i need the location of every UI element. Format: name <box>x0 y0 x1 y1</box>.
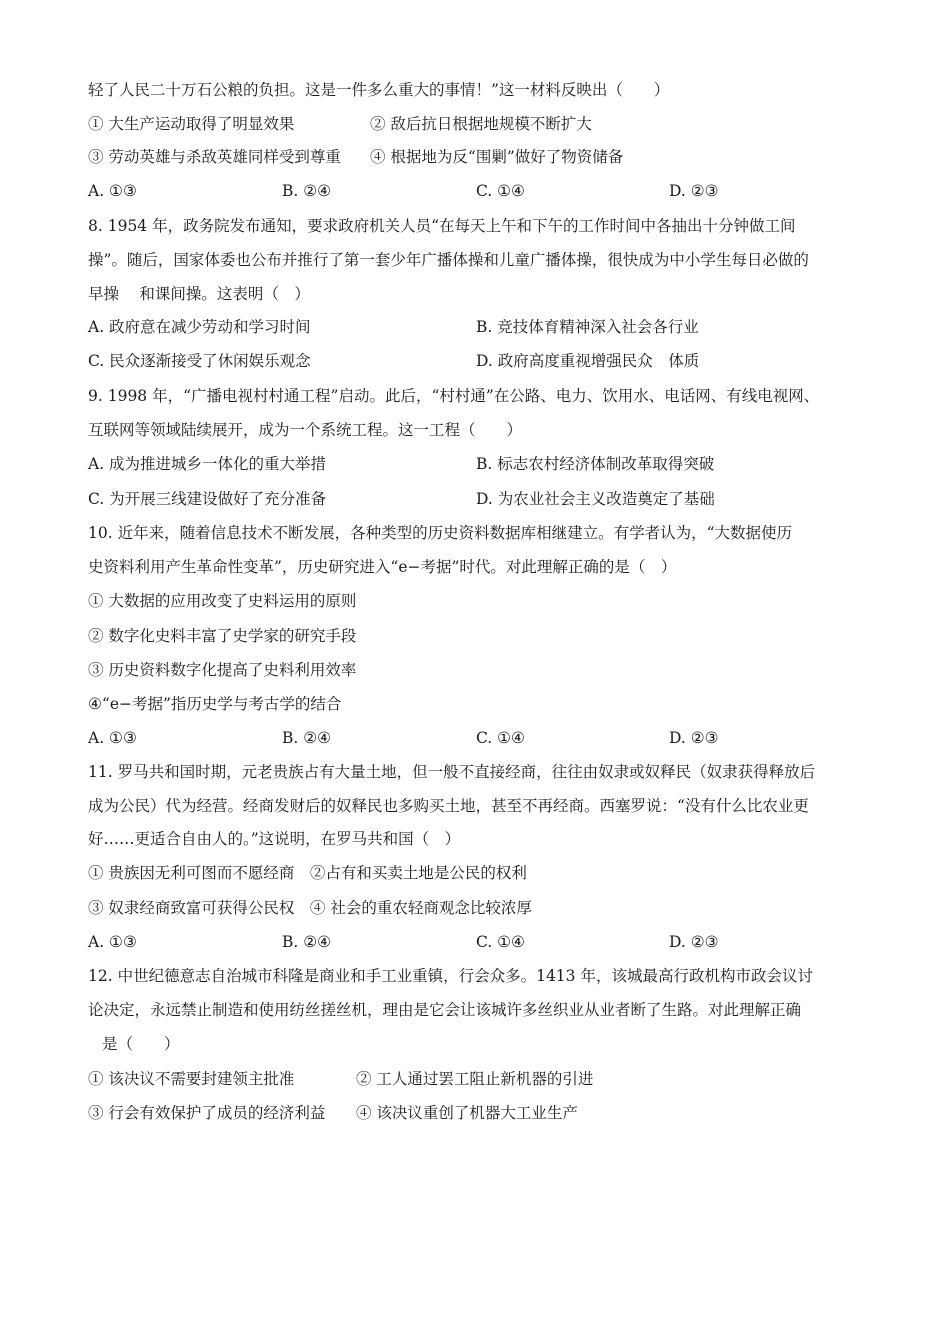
q12-statement-3: ③ 行会有效保护了成员的经济利益 <box>88 1104 326 1122</box>
q9-stem-line-2: 互联网等领域陆续展开，成为一个系统工程。这一工程（ ） <box>88 421 523 439</box>
q8-option-b: B. 竞技体育精神深入社会各行业 <box>476 318 699 336</box>
q10-statement-3: ③ 历史资料数字化提高了史料利用效率 <box>88 661 357 679</box>
q10-option-a: A. ①③ <box>88 729 137 747</box>
q8-stem-line-2: 操”。随后，国家体委也公布并推行了第一套少年广播体操和儿童广播体操，很快成为中小学生每日必做的 <box>88 251 809 269</box>
q8-stem-line-1: 8. 1954 年，政务院发布通知，要求政府机关人员“在每天上午和下午的工作时间中各抽出十分钟做工间 <box>88 217 796 235</box>
q10-statement-1: ① 大数据的应用改变了史料运用的原则 <box>88 592 357 610</box>
q7-statement-3: ③ 劳动英雄与杀敌英雄同样受到尊重 <box>88 148 341 166</box>
q12-statement-4: ④ 该决议重创了机器大工业生产 <box>356 1104 578 1122</box>
q8-stem-line-3: 早操 和课间操。这表明（ ） <box>88 285 310 303</box>
q7-stem-tail: 轻了人民二十万石公粮的负担。这是一件多么重大的事情！”这一材料反映出（ ） <box>88 81 670 99</box>
q10-option-d: D. ②③ <box>669 729 719 747</box>
q10-stem-line-2: 史资料利用产生革命性变革”，历史研究进入“e−考据”时代。对此理解正确的是（ ） <box>88 558 677 576</box>
q11-stem-line-1: 11. 罗马共和国时期，元老贵族占有大量土地，但一般不直接经商，往往由奴隶或奴释民（奴隶获得释放后 <box>88 763 816 781</box>
q10-stem-line-1: 10. 近年来，随着信息技术不断发展，各种类型的历史资料数据库相继建立。有学者认为，“大数据使历 <box>88 524 793 542</box>
q11-statements-3-4: ③ 奴隶经商致富可获得公民权 ④ 社会的重农轻商观念比较浓厚 <box>88 899 532 917</box>
q10-statement-4: ④“e−考据”指历史学与考古学的结合 <box>88 695 342 713</box>
q11-option-c: C. ①④ <box>476 933 525 951</box>
q12-stem-line-1: 12. 中世纪德意志自治城市科隆是商业和手工业重镇，行会众多。1413 年，该城最高行政机构市政会议讨 <box>88 967 813 985</box>
q8-option-a: A. 政府意在减少劳动和学习时间 <box>88 318 311 336</box>
q12-statement-1: ① 该决议不需要封建领主批准 <box>88 1070 295 1088</box>
q7-option-b: B. ②④ <box>282 182 332 200</box>
q11-statements-1-2: ① 贵族因无利可图而不愿经商 ②占有和买卖土地是公民的权利 <box>88 864 527 882</box>
q7-option-d: D. ②③ <box>669 182 719 200</box>
q11-option-a: A. ①③ <box>88 933 137 951</box>
q9-option-c: C. 为开展三线建设做好了充分准备 <box>88 490 327 508</box>
q12-stem-line-3: 是（ ） <box>102 1035 180 1053</box>
q7-statement-2: ② 敌后抗日根据地规模不断扩大 <box>370 115 592 133</box>
q10-statement-2: ② 数字化史料丰富了史学家的研究手段 <box>88 627 357 645</box>
q7-statement-1: ① 大生产运动取得了明显效果 <box>88 115 295 133</box>
q12-stem-line-2: 论决定，永远禁止制造和使用纺丝搓丝机，理由是它会让该城许多丝织业从业者断了生路。对此理解正确 <box>88 1001 802 1019</box>
q9-stem-line-1: 9. 1998 年，“广播电视村村通工程”启动。此后，“村村通”在公路、电力、饮用水、电话网、有线电视网、 <box>88 387 820 405</box>
q9-option-a: A. 成为推进城乡一体化的重大举措 <box>88 455 327 473</box>
q12-statement-2: ② 工人通过罢工阻止新机器的引进 <box>356 1070 594 1088</box>
q10-option-c: C. ①④ <box>476 729 525 747</box>
q9-option-d: D. 为农业社会主义改造奠定了基础 <box>476 490 715 508</box>
q7-statement-4: ④ 根据地为反“围剿”做好了物资储备 <box>370 148 624 166</box>
q8-option-d: D. 政府高度重视增强民众 体质 <box>476 352 700 370</box>
q8-option-c: C. 民众逐渐接受了休闲娱乐观念 <box>88 352 311 370</box>
q11-option-b: B. ②④ <box>282 933 332 951</box>
q10-option-b: B. ②④ <box>282 729 332 747</box>
q11-stem-line-3: 好……更适合自由人的。”这说明，在罗马共和国（ ） <box>88 830 461 848</box>
q11-stem-line-2: 成为公民）代为经营。经商发财后的奴释民也多购买土地，甚至不再经商。西塞罗说：“没有什么比农业更 <box>88 797 809 815</box>
q7-option-c: C. ①④ <box>476 182 525 200</box>
q7-option-a: A. ①③ <box>88 182 137 200</box>
q11-option-d: D. ②③ <box>669 933 719 951</box>
q9-option-b: B. 标志农村经济体制改革取得突破 <box>476 455 715 473</box>
